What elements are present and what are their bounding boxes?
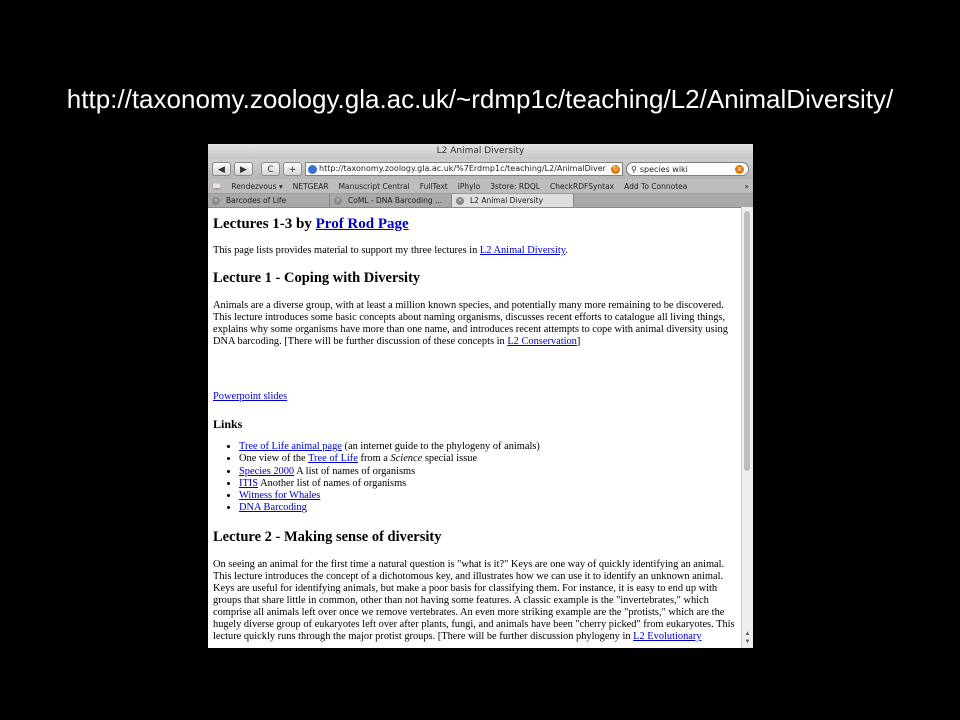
bookmark-item[interactable]: 3store: RDQL — [490, 181, 540, 191]
witness-for-whales-link[interactable]: Witness for Whales — [239, 490, 321, 502]
powerpoint-slides-link[interactable]: Powerpoint slides — [213, 391, 288, 402]
links-list — [213, 441, 736, 515]
list-item — [239, 478, 736, 490]
list-item — [239, 453, 736, 465]
reload-icon: C — [267, 165, 274, 175]
close-tab-icon[interactable]: × — [335, 196, 341, 204]
bookmark-item[interactable]: CheckRDFSyntax — [549, 181, 615, 191]
tab-bar — [208, 194, 753, 208]
link-description: A list of names of organisms — [294, 465, 416, 477]
page-content — [208, 207, 741, 648]
tab-barcodes-of-life[interactable] — [208, 194, 330, 207]
tree-of-life-link[interactable]: Tree of Life — [308, 453, 358, 465]
forward-button[interactable] — [234, 162, 253, 176]
journal-name: Science — [390, 453, 423, 465]
search-icon: ⚲ — [631, 164, 637, 174]
close-tab-icon[interactable]: × — [213, 196, 219, 204]
window-title: L2 Animal Diversity — [208, 144, 753, 159]
forward-arrow-icon: ▶ — [240, 165, 247, 175]
search-field[interactable] — [626, 162, 749, 176]
link-description: Another list of names of organisms — [258, 477, 407, 489]
reload-button[interactable] — [261, 162, 280, 176]
browser-toolbar — [208, 159, 753, 179]
intro-text: This page lists provides material to support my three lectures in — [213, 245, 480, 256]
search-value[interactable]: species wiki — [639, 164, 688, 174]
list-item — [239, 490, 736, 502]
tab-label: CoML - DNA Barcoding ... — [348, 196, 443, 205]
clear-search-icon[interactable]: × — [736, 164, 743, 173]
bookmark-item[interactable]: FullText — [419, 181, 448, 191]
tree-of-life-animal-link[interactable]: Tree of Life animal page — [239, 441, 342, 452]
globe-icon — [308, 165, 317, 174]
bookmark-item[interactable]: NETGEAR — [292, 181, 329, 191]
page-title-text: Lectures 1-3 by — [213, 216, 316, 232]
rss-icon[interactable]: ↻ — [612, 164, 619, 173]
scrollbar-thumb[interactable] — [744, 211, 750, 471]
lecture1-heading: Lecture 1 - Coping with Diversity — [213, 270, 421, 286]
browser-window — [208, 144, 753, 648]
scroll-up-icon[interactable]: ▲ — [744, 631, 751, 637]
intro-end: . — [565, 245, 568, 256]
intro-paragraph — [213, 245, 736, 257]
close-tab-icon[interactable]: × — [457, 196, 463, 204]
conservation-link[interactable]: L2 Conservation — [507, 336, 577, 347]
author-link[interactable]: Prof Rod Page — [315, 216, 409, 232]
lecture1-description — [213, 300, 736, 348]
species-2000-link[interactable]: Species 2000 — [239, 465, 295, 477]
plus-icon: + — [288, 165, 297, 175]
tab-coml-dna-barcoding[interactable] — [330, 194, 452, 207]
link-description: One view of the — [239, 453, 309, 465]
lecture2-description — [213, 559, 736, 643]
tab-label: L2 Animal Diversity — [470, 196, 544, 205]
list-item — [239, 502, 736, 514]
tab-label: Barcodes of Life — [226, 196, 287, 205]
scroll-down-icon[interactable]: ▼ — [744, 639, 751, 645]
back-arrow-icon: ◀ — [218, 165, 225, 175]
bookmark-item[interactable]: Rendezvous ▾ — [231, 181, 283, 191]
vertical-scrollbar[interactable] — [741, 207, 753, 648]
slides-paragraph — [213, 391, 736, 403]
lecture2-heading: Lecture 2 - Making sense of diversity — [213, 528, 442, 545]
back-button[interactable] — [212, 162, 231, 176]
lecture1-text: Animals are a diverse group, with at least a million known species, and potentially many more remaining to be discovered. This lecture introduces some basic concepts about naming organisms, discusses recent efforts to catalogue all living things, explains why some organisms have more than one name, and introduces recent attempts to cope with animal diversity using DNA barcoding. [There will be further discussion of these concepts in — [213, 300, 728, 347]
list-item — [239, 466, 736, 478]
address-bar[interactable] — [305, 162, 623, 176]
lecture1-text-end: ] — [576, 336, 581, 347]
dna-barcoding-link[interactable]: DNA Barcoding — [239, 502, 307, 514]
bookmark-item[interactable]: Manuscript Central — [338, 181, 410, 191]
link-description: special issue — [422, 453, 478, 465]
bookmark-item[interactable]: iPhylo — [457, 181, 481, 191]
link-description: (an internet guide to the phylogeny of animals) — [341, 441, 540, 452]
page-title — [213, 216, 736, 233]
address-text[interactable]: http://taxonomy.zoology.gla.ac.uk/%7Erdmp1c/teaching/L2/AnimalDiver — [319, 164, 606, 173]
bookmarks-bar — [208, 179, 753, 194]
slide-url-caption: http://taxonomy.zoology.gla.ac.uk/~rdmp1c/teaching/L2/AnimalDiversity/ — [66, 84, 894, 114]
add-bookmark-button[interactable] — [283, 162, 302, 176]
links-heading: Links — [213, 417, 243, 431]
bookmark-item[interactable]: Add To Connotea — [624, 181, 688, 191]
list-item — [239, 441, 736, 453]
link-description: from a — [357, 453, 391, 465]
course-link[interactable]: L2 Animal Diversity — [479, 245, 566, 256]
lecture2-text: On seeing an animal for the first time a natural question is "what is it?" Keys are one way of quickly identifying an animal. This lecture introduces the concept of a dichotomous key, and illustrates how we can use it to identify an unknown animal. Keys are useful for identifying animals, but make a poor basis for classifying them. For instance, it is easy to end up with groups that share little in common, other than not having some features. A classic example is the "invertebrates," which comprise all animals left over once we remove vertebrates. An even more striking example are the "protists," which are the hugely diverse group of eukaryotes left over after plants, fungi, and animals have been "cherry picked" from eukaryotes. This lecture quickly runs through the major protist groups. [There will be further discussion phylogeny in — [213, 558, 735, 642]
itis-link[interactable]: ITIS — [239, 477, 259, 489]
spacer — [213, 361, 736, 391]
bookmarks-overflow-icon[interactable]: » — [744, 181, 749, 191]
tab-l2-animal-diversity[interactable] — [452, 194, 574, 207]
evolutionary-link[interactable]: L2 Evolutionary — [633, 630, 702, 642]
open-book-icon[interactable]: 📖 — [212, 181, 222, 191]
